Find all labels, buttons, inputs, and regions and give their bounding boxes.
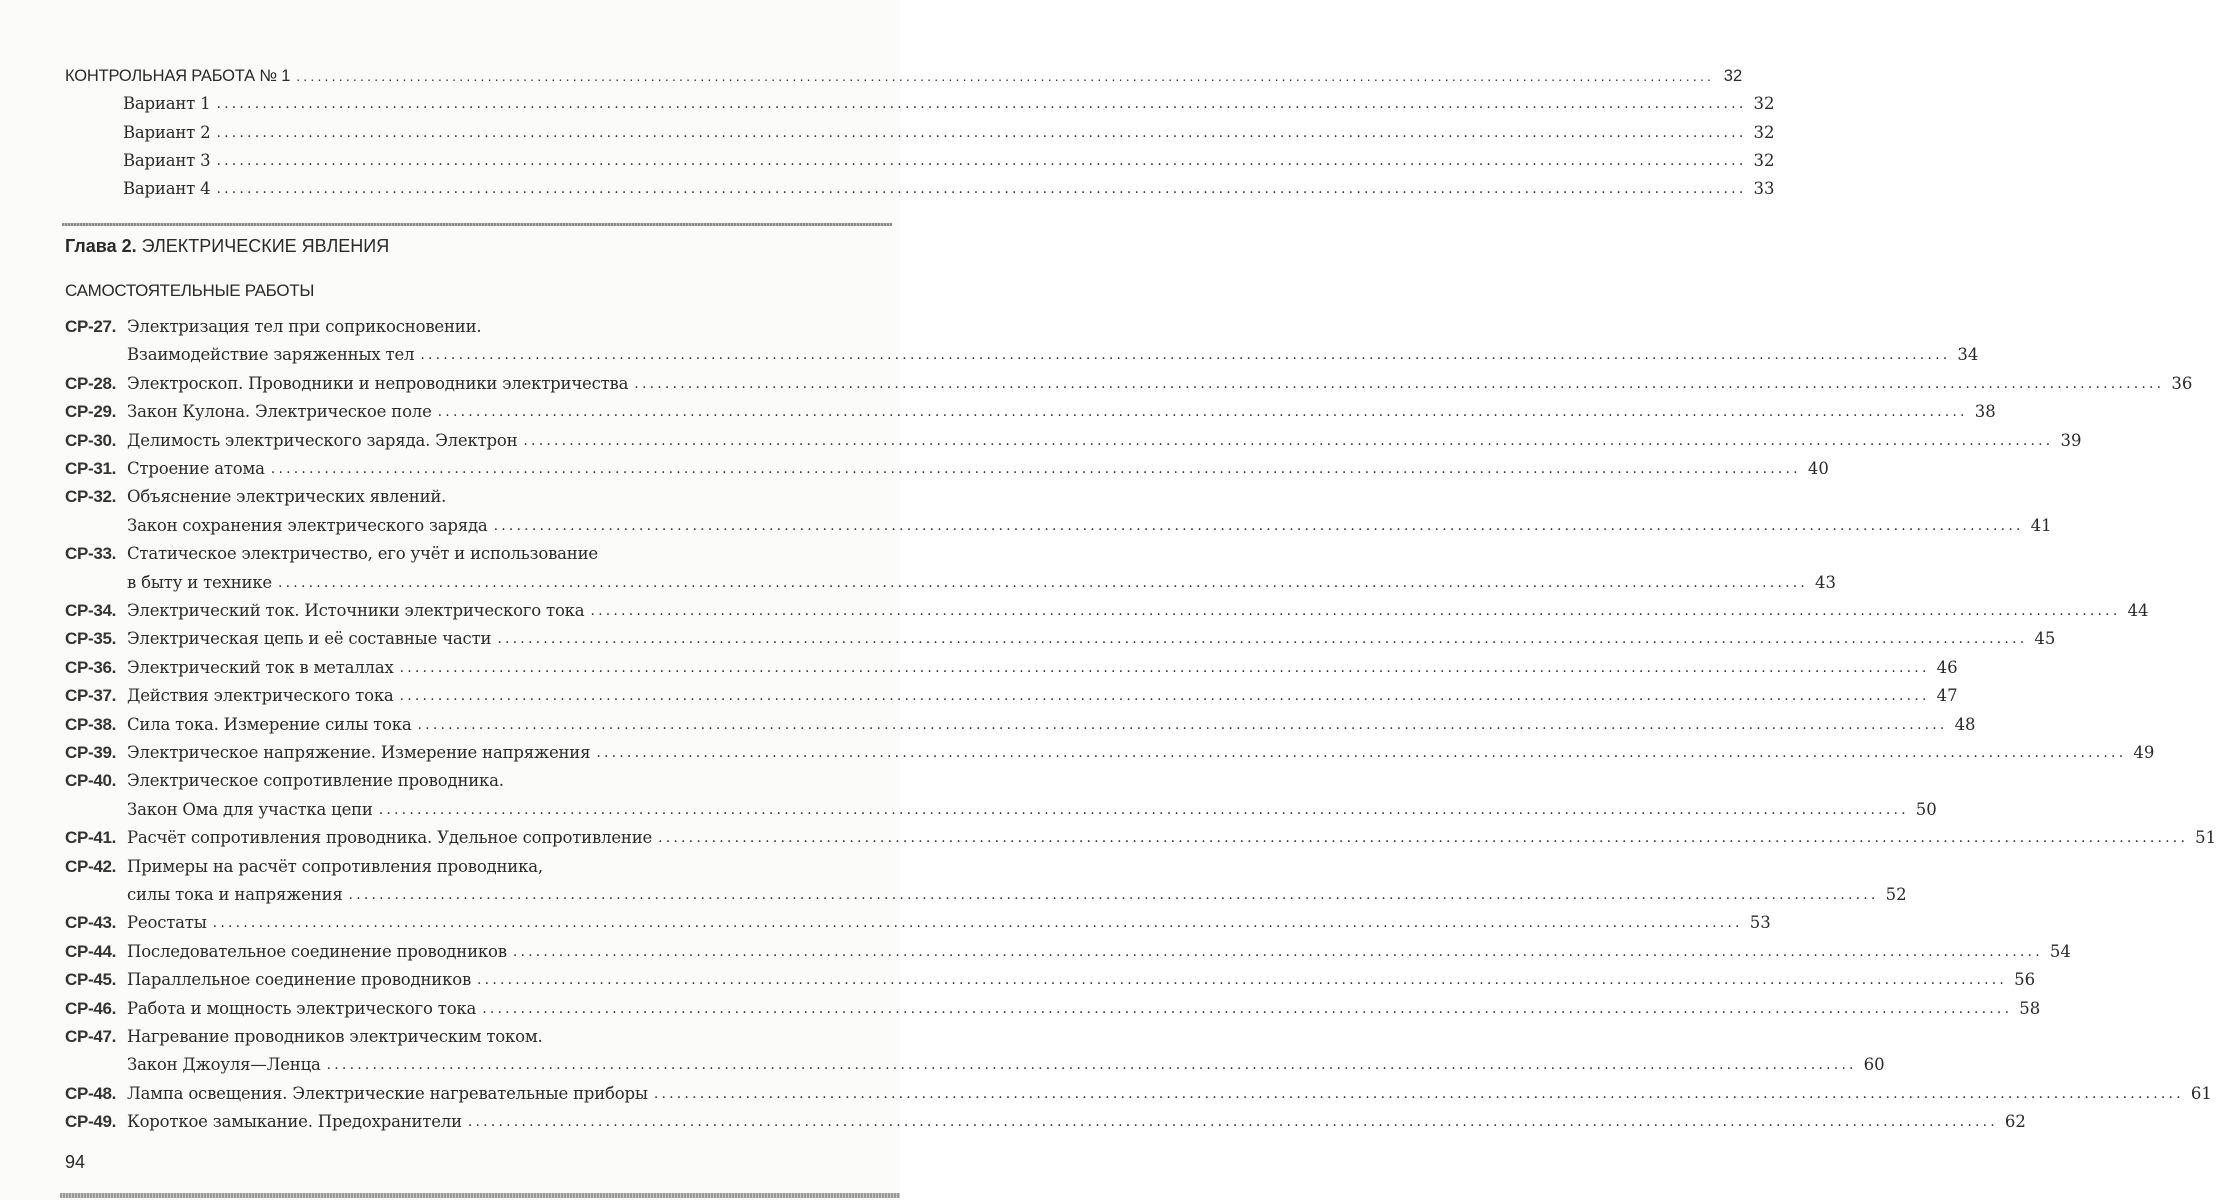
toc-entry <box>65 934 2071 962</box>
entry-title: КОНТРОЛЬНАЯ РАБОТА № 1 <box>65 67 291 85</box>
dot-leader: ........................................................................................................................................................................................................ <box>399 688 1930 704</box>
entry-title: Сила тока. Измерение силы тока <box>127 715 412 734</box>
dot-leader: ........................................................................................................................................................................................................ <box>634 376 2165 392</box>
dot-leader: ........................................................................................................................................................................................................ <box>270 461 1801 477</box>
toc-entry-control-work <box>65 58 1743 86</box>
entry-page: 61 <box>2190 1084 2212 1103</box>
toc-entry <box>65 991 2041 1019</box>
toc-entry <box>65 366 2193 394</box>
entry-page: 38 <box>1974 402 1996 421</box>
entry-page: 51 <box>2195 828 2216 847</box>
entry-code: СР-27. <box>65 317 117 336</box>
dot-leader: ........................................................................................................................................................................................................ <box>477 972 2008 988</box>
entry-title: Действия электрического тока <box>127 686 394 705</box>
dot-leader: ........................................................................................................................................................................................................ <box>497 631 2028 647</box>
entry-title: Расчёт сопротивления проводника. Удельное сопротивление <box>127 828 653 847</box>
entry-title: Электрический ток. Источники электрического тока <box>127 601 585 620</box>
entry-code: СР-35. <box>65 629 117 648</box>
toc-entry <box>65 1047 1885 1075</box>
entry-title: Параллельное соединение проводников <box>127 970 472 989</box>
toc-entry-variant <box>65 86 1775 114</box>
dot-leader: ........................................................................................................................................................................................................ <box>467 1114 1998 1130</box>
entry-title: Электрическая цепь и её составные части <box>127 629 492 648</box>
dot-leader: ........................................................................................................................................................................................................ <box>482 1001 2013 1017</box>
dot-leader: ........................................................................................................................................................................................................ <box>653 1086 2184 1102</box>
toc-entry <box>65 479 848 507</box>
dot-leader: ........................................................................................................................................................................................................ <box>378 802 1909 818</box>
entry-code: СР-29. <box>65 402 117 421</box>
entry-title: Нагревание проводников электрическим током. <box>127 1027 543 1046</box>
page-number: 94 <box>65 1152 86 1172</box>
entry-page: 32 <box>1753 151 1775 170</box>
dot-leader: ........................................................................................................................................................................................................ <box>523 433 2054 449</box>
toc-entry <box>65 707 1976 735</box>
entry-code: СР-44. <box>65 942 117 961</box>
entry-page: 52 <box>1885 885 1907 904</box>
dot-leader: ........................................................................................................................................................................................................ <box>658 830 2189 846</box>
entry-title: Строение атома <box>127 459 265 478</box>
entry-title: Объяснение электрических явлений. <box>127 487 447 506</box>
toc-entry <box>65 451 1829 479</box>
entry-code: СР-37. <box>65 686 117 705</box>
entry-page: 47 <box>1936 686 1958 705</box>
entry-page: 32 <box>1753 123 1775 142</box>
dot-leader: ........................................................................................................................................................................................................ <box>417 717 1948 733</box>
entry-title: Электрический ток в металлах <box>127 658 394 677</box>
entry-code: СР-38. <box>65 715 117 734</box>
entry-title: Закон Джоуля—Ленца <box>127 1055 321 1074</box>
toc-entry <box>65 593 2149 621</box>
toc-entry-variant <box>65 115 1775 143</box>
entry-code: СР-36. <box>65 658 117 677</box>
chapter-title: ЭЛЕКТРИЧЕСКИЕ ЯВЛЕНИЯ <box>141 236 390 256</box>
entry-page: 43 <box>1815 573 1837 592</box>
toc-entry <box>65 508 2052 536</box>
dot-leader: ........................................................................................................................................................................................................ <box>420 347 1951 363</box>
toc-entry <box>65 763 848 791</box>
toc-entry <box>65 849 848 877</box>
entry-page: 33 <box>1753 179 1775 198</box>
entry-page: 36 <box>2171 374 2193 393</box>
dot-leader: ........................................................................................................................................................................................................ <box>590 603 2121 619</box>
dot-leader: ........................................................................................................................................................................................................ <box>348 887 1879 903</box>
entry-title: Последовательное соединение проводников <box>127 942 507 961</box>
toc-entry <box>65 1104 2026 1132</box>
entry-title: Закон Ома для участка цепи <box>127 800 373 819</box>
toc-entry <box>65 536 848 564</box>
entry-code: СР-32. <box>65 487 117 506</box>
dot-leader: ........................................................................................................................................................................................................ <box>216 181 1747 197</box>
toc-entry <box>65 877 1907 905</box>
toc-entry <box>65 820 2216 848</box>
dot-leader: ........................................................................................................................................................................................................ <box>437 404 1968 420</box>
entry-title: Статическое электричество, его учёт и использование <box>127 544 598 563</box>
entry-title: Делимость электрического заряда. Электрон <box>127 431 518 450</box>
entry-title: силы тока и напряжения <box>127 885 343 904</box>
toc-entry <box>65 394 1996 422</box>
entry-page: 44 <box>2127 601 2149 620</box>
entry-page: 46 <box>1936 658 1958 677</box>
entry-code: СР-47. <box>65 1027 117 1046</box>
entry-page: 58 <box>2019 999 2041 1018</box>
toc-entry <box>65 309 848 337</box>
dot-leader: ........................................................................................................................................................................................................ <box>216 96 1747 112</box>
entry-page: 60 <box>1863 1055 1885 1074</box>
entry-code: СР-48. <box>65 1084 117 1103</box>
dot-leader: ........................................................................................................................................................................................................ <box>399 660 1930 676</box>
toc-entry <box>65 621 2056 649</box>
entry-title: Вариант 3 <box>123 151 211 170</box>
entry-title: Электрическое напряжение. Измерение напряжения <box>127 743 591 762</box>
bottom-rule <box>60 1193 900 1198</box>
entry-title: Вариант 1 <box>123 94 211 113</box>
entry-title: Взаимодействие заряженных тел <box>127 345 415 364</box>
entry-code: СР-41. <box>65 828 117 847</box>
entry-page: 41 <box>2030 516 2052 535</box>
dot-leader: ........................................................................................................................................................................................................ <box>216 153 1747 169</box>
entry-code: СР-31. <box>65 459 117 478</box>
entry-title: Закон сохранения электрического заряда <box>127 516 488 535</box>
entry-page: 39 <box>2060 431 2082 450</box>
toc-entry <box>65 650 1958 678</box>
dot-leader: ........................................................................................................................................................................................................ <box>596 745 2127 761</box>
chapter-heading <box>65 236 389 257</box>
entry-title: Короткое замыкание. Предохранители <box>127 1112 462 1131</box>
toc-entry <box>65 1019 848 1047</box>
entry-title: Электроскоп. Проводники и непроводники электричества <box>127 374 629 393</box>
toc-entry <box>65 337 1979 365</box>
entry-code: СР-49. <box>65 1112 117 1131</box>
entry-code: СР-30. <box>65 431 117 450</box>
dot-leader: ........................................................................................................................................................................................................ <box>278 575 1809 591</box>
dot-leader: ........................................................................................................................................................................................................ <box>212 915 1743 931</box>
entry-page: 32 <box>1723 67 1743 85</box>
entry-title: Закон Кулона. Электрическое поле <box>127 402 432 421</box>
entry-page: 62 <box>2004 1112 2026 1131</box>
toc-entry <box>65 735 2155 763</box>
entry-page: 45 <box>2034 629 2056 648</box>
entry-page: 53 <box>1749 913 1771 932</box>
section-heading: САМОСТОЯТЕЛЬНЫЕ РАБОТЫ <box>65 281 315 300</box>
entry-code: СР-34. <box>65 601 117 620</box>
entry-title: Работа и мощность электрического тока <box>127 999 477 1018</box>
toc-entry-variant <box>65 143 1775 171</box>
dot-leader: ........................................................................................................................................................................................................ <box>216 125 1747 141</box>
entry-code: СР-33. <box>65 544 117 563</box>
toc-entry <box>65 423 2082 451</box>
entry-code: СР-39. <box>65 743 117 762</box>
toc-entry <box>65 905 1771 933</box>
section-divider <box>62 223 892 226</box>
dot-leader: ........................................................................................................................................................................................................ <box>512 944 2043 960</box>
entry-code: СР-28. <box>65 374 117 393</box>
entry-page: 50 <box>1915 800 1937 819</box>
entry-page: 40 <box>1807 459 1829 478</box>
entry-title: Реостаты <box>127 913 207 932</box>
entry-title: Электризация тел при соприкосновении. <box>127 317 482 336</box>
entry-page: 54 <box>2049 942 2071 961</box>
entry-page: 48 <box>1954 715 1976 734</box>
entry-title: в быту и технике <box>127 573 272 592</box>
entry-title: Примеры на расчёт сопротивления проводника, <box>127 857 543 876</box>
entry-page: 32 <box>1753 94 1775 113</box>
entry-title: Вариант 2 <box>123 123 211 142</box>
entry-code: СР-42. <box>65 857 117 876</box>
toc-entry <box>65 962 2036 990</box>
entry-page: 49 <box>2133 743 2155 762</box>
toc-entry <box>65 792 1937 820</box>
entry-page: 56 <box>2014 970 2036 989</box>
entry-title: Вариант 4 <box>123 179 211 198</box>
toc-entry <box>65 678 1958 706</box>
toc-entry-variant <box>65 171 1775 199</box>
entry-code: СР-43. <box>65 913 117 932</box>
dot-leader: ........................................................................................................................................................................................................ <box>296 68 1715 84</box>
dot-leader: ........................................................................................................................................................................................................ <box>326 1057 1857 1073</box>
entry-title: Лампа освещения. Электрические нагревательные приборы <box>127 1084 648 1103</box>
entry-title: Электрическое сопротивление проводника. <box>127 771 504 790</box>
entry-code: СР-46. <box>65 999 117 1018</box>
entry-code: СР-45. <box>65 970 117 989</box>
toc-entry <box>65 1076 2212 1104</box>
chapter-label: Глава 2. <box>65 236 137 256</box>
toc-entry <box>65 565 1837 593</box>
entry-code: СР-40. <box>65 771 117 790</box>
entry-page: 34 <box>1957 345 1979 364</box>
dot-leader: ........................................................................................................................................................................................................ <box>493 518 2024 534</box>
